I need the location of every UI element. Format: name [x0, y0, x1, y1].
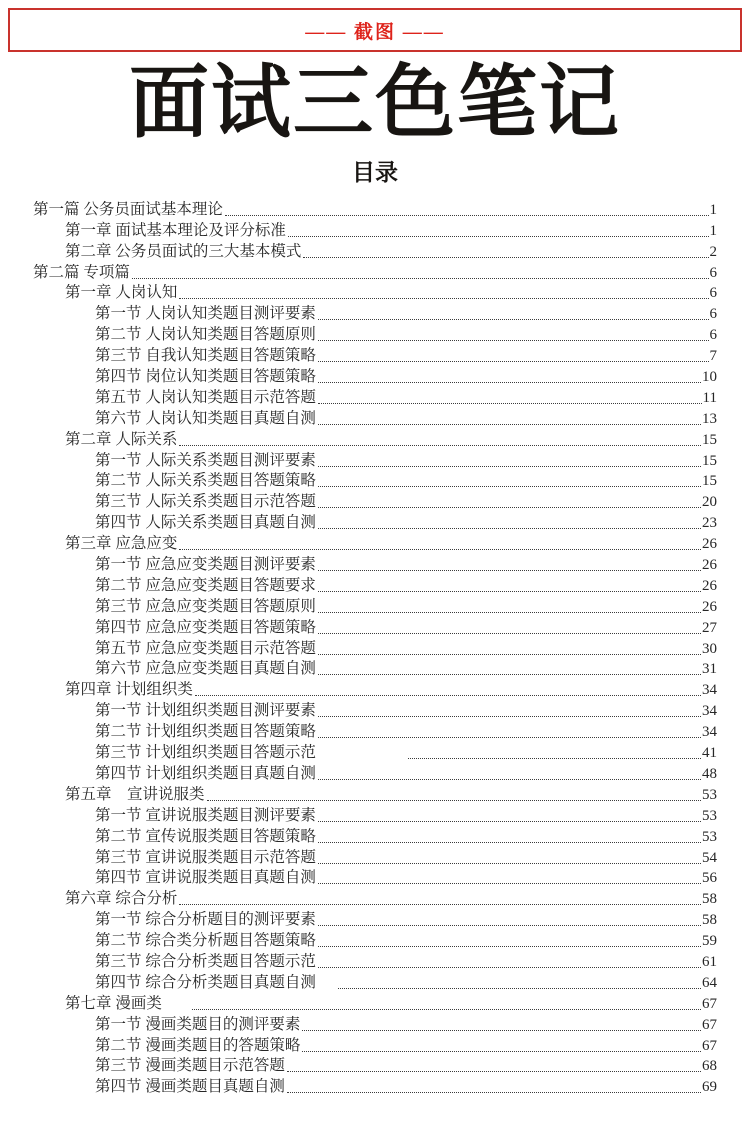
toc-leader-dots — [318, 779, 701, 780]
toc-page-number: 64 — [702, 974, 717, 991]
toc-page-number: 20 — [702, 494, 717, 511]
toc-entry-label: 第六章 综合分析 — [65, 890, 178, 908]
toc-entry-label: 第三章 应急应变 — [65, 535, 178, 553]
toc-leader-dots — [302, 1030, 701, 1031]
toc-entry-label: 第一篇 公务员面试基本理论 — [33, 200, 223, 218]
toc-leader-dots — [318, 716, 701, 717]
toc-leader-dots — [318, 946, 701, 947]
toc-leader-dots — [192, 1009, 701, 1010]
toc-entry-label: 第一节 漫画类题目的测评要素 — [95, 1015, 301, 1033]
toc-row — [33, 888, 717, 909]
toc-leader-dots — [303, 257, 708, 258]
toc-entry-label: 第四节 宣讲说服类题目真题自测 — [95, 869, 316, 887]
toc-leader-dots — [318, 591, 701, 592]
toc-row — [33, 471, 717, 492]
toc-entry-label: 第六节 应急应变类题目真题自测 — [95, 660, 316, 678]
toc-entry-label: 第二节 应急应变类题目答题要求 — [95, 576, 316, 594]
toc-entry-label: 第五节 应急应变类题目示范答题 — [95, 639, 316, 657]
toc-page-number: 13 — [702, 410, 717, 427]
toc-entry-label: 第二节 计划组织类题目答题策略 — [95, 723, 316, 741]
toc-page-number: 34 — [702, 703, 717, 720]
toc-row — [33, 742, 717, 763]
toc-row — [33, 554, 717, 575]
toc-leader-dots — [318, 486, 701, 487]
toc-row — [33, 930, 717, 951]
toc-leader-dots — [318, 403, 702, 404]
toc-row — [33, 387, 717, 408]
toc-page-number: 67 — [702, 1037, 717, 1054]
toc-page-number: 59 — [702, 933, 717, 950]
toc-page-number: 1 — [709, 222, 717, 239]
toc-row — [33, 596, 717, 617]
toc-row — [33, 1056, 717, 1077]
toc-page-number: 6 — [709, 264, 717, 281]
toc-leader-dots — [195, 695, 701, 696]
toc-row — [33, 700, 717, 721]
toc-leader-dots — [179, 549, 701, 550]
toc-page-number: 23 — [702, 515, 717, 532]
toc-leader-dots — [287, 1092, 701, 1093]
toc-page-number: 68 — [702, 1058, 717, 1075]
toc-row — [33, 533, 717, 554]
toc-page-number: 6 — [709, 285, 717, 302]
toc-page-number: 61 — [702, 953, 717, 970]
toc-leader-dots — [318, 654, 701, 655]
toc-entry-label: 第二章 公务员面试的三大基本模式 — [65, 242, 302, 260]
toc-entry-label: 第四节 计划组织类题目真题自测 — [95, 764, 316, 782]
toc-row — [33, 429, 717, 450]
toc-leader-dots — [287, 1071, 701, 1072]
toc-row — [33, 366, 717, 387]
toc-page-number: 15 — [702, 431, 717, 448]
toc-entry-label: 第一节 综合分析题目的测评要素 — [95, 911, 316, 929]
toc-leader-dots — [318, 737, 701, 738]
toc-leader-dots — [132, 278, 709, 279]
toc-leader-dots — [318, 633, 701, 634]
toc-row — [33, 1076, 717, 1097]
toc-leader-dots — [318, 863, 701, 864]
toc-page-number: 53 — [702, 786, 717, 803]
toc-leader-dots — [225, 215, 709, 216]
toc-page-number: 48 — [702, 765, 717, 782]
toc-entry-label: 第四节 应急应变类题目答题策略 — [95, 618, 316, 636]
toc-leader-dots — [318, 842, 701, 843]
toc-page-number: 41 — [702, 745, 717, 762]
toc-row — [33, 491, 717, 512]
toc-page-number: 26 — [702, 536, 717, 553]
toc-entry-label: 第五章 宣讲说服类 — [65, 785, 205, 803]
toc-entry-label: 第四节 人际关系类题目真题自测 — [95, 514, 316, 532]
toc-row — [33, 241, 717, 262]
toc-entry-label: 第二节 人际关系类题目答题策略 — [95, 472, 316, 490]
toc-page-number: 34 — [702, 724, 717, 741]
toc-row — [33, 262, 717, 283]
screenshot-banner-label: —— 截图 —— — [305, 21, 445, 43]
toc-entry-label: 第一节 人岗认知类题目测评要素 — [95, 305, 316, 323]
toc-page-number: 58 — [702, 891, 717, 908]
toc-page-number: 6 — [709, 327, 717, 344]
toc-row — [33, 721, 717, 742]
toc-page-number: 10 — [702, 369, 717, 386]
toc-leader-dots — [302, 1051, 701, 1052]
toc-leader-dots — [318, 507, 701, 508]
toc-leader-dots — [179, 298, 708, 299]
toc-row — [33, 324, 717, 345]
toc-page-number: 31 — [702, 661, 717, 678]
toc-page-number: 26 — [702, 577, 717, 594]
toc-entry-label: 第四节 岗位认知类题目答题策略 — [95, 368, 316, 386]
toc-row — [33, 220, 717, 241]
toc-row — [33, 679, 717, 700]
toc-leader-dots — [318, 674, 701, 675]
toc-row — [33, 512, 717, 533]
toc-page-number: 56 — [702, 870, 717, 887]
toc-entry-label: 第四章 计划组织类 — [65, 681, 193, 699]
toc-row — [33, 826, 717, 847]
toc-page-number: 53 — [702, 828, 717, 845]
toc-page-number: 2 — [709, 243, 717, 260]
table-of-contents — [0, 199, 750, 1097]
toc-page-number: 1 — [709, 201, 717, 218]
toc-page-number: 67 — [702, 1016, 717, 1033]
toc-leader-dots — [318, 967, 701, 968]
toc-row — [33, 763, 717, 784]
toc-row — [33, 951, 717, 972]
toc-row — [33, 617, 717, 638]
toc-leader-dots — [408, 758, 701, 759]
toc-leader-dots — [318, 424, 701, 425]
toc-row — [33, 805, 717, 826]
toc-row — [33, 408, 717, 429]
toc-entry-gap — [162, 1013, 190, 1014]
toc-page-number: 58 — [702, 912, 717, 929]
toc-row — [33, 1014, 717, 1035]
toc-row — [33, 868, 717, 889]
toc-page-number: 34 — [702, 682, 717, 699]
toc-page-number: 11 — [702, 389, 717, 406]
toc-row — [33, 345, 717, 366]
toc-row — [33, 303, 717, 324]
toc-page-number: 26 — [702, 557, 717, 574]
toc-leader-dots — [318, 319, 709, 320]
toc-leader-dots — [288, 236, 709, 237]
toc-page-number: 27 — [702, 619, 717, 636]
toc-entry-label: 第一节 计划组织类题目测评要素 — [95, 702, 316, 720]
toc-page-number: 7 — [709, 348, 717, 365]
toc-leader-dots — [318, 925, 701, 926]
toc-page-number: 15 — [702, 452, 717, 469]
toc-entry-label: 第四节 漫画类题目真题自测 — [95, 1078, 285, 1096]
toc-row — [33, 283, 717, 304]
toc-entry-label: 第三节 宣讲说服类题目示范答题 — [95, 848, 316, 866]
toc-entry-label: 第三节 自我认知类题目答题策略 — [95, 347, 316, 365]
toc-row — [33, 909, 717, 930]
toc-entry-label: 第三节 漫画类题目示范答题 — [95, 1057, 285, 1075]
toc-entry-gap — [316, 992, 336, 993]
toc-leader-dots — [338, 988, 701, 989]
toc-entry-label: 第一节 应急应变类题目测评要素 — [95, 556, 316, 574]
toc-entry-label: 第三节 人际关系类题目示范答题 — [95, 493, 316, 511]
toc-leader-dots — [318, 570, 701, 571]
toc-row — [33, 199, 717, 220]
toc-leader-dots — [318, 340, 709, 341]
toc-page-number: 67 — [702, 995, 717, 1012]
toc-entry-label: 第一章 人岗认知 — [65, 284, 178, 302]
toc-entry-label: 第三节 应急应变类题目答题原则 — [95, 597, 316, 615]
toc-row — [33, 847, 717, 868]
toc-entry-label: 第五节 人岗认知类题目示范答题 — [95, 388, 316, 406]
toc-entry-label: 第七章 漫画类 — [65, 994, 162, 1012]
toc-entry-gap — [316, 762, 406, 763]
toc-leader-dots — [318, 361, 709, 362]
toc-row — [33, 638, 717, 659]
toc-entry-label: 第二篇 专项篇 — [33, 263, 130, 281]
toc-entry-label: 第二节 人岗认知类题目答题原则 — [95, 326, 316, 344]
toc-page-number: 6 — [709, 306, 717, 323]
toc-entry-label: 第四节 综合分析类题目真题自测 — [95, 973, 316, 991]
toc-page-number: 30 — [702, 640, 717, 657]
toc-leader-dots — [318, 821, 701, 822]
document-title: 面试三色笔记 — [129, 60, 621, 148]
toc-row — [33, 659, 717, 680]
toc-row — [33, 450, 717, 471]
toc-entry-label: 第一节 人际关系类题目测评要素 — [95, 451, 316, 469]
toc-row — [33, 972, 717, 993]
toc-leader-dots — [318, 466, 701, 467]
toc-entry-label: 第二节 综合类分析题目答题策略 — [95, 932, 316, 950]
toc-entry-label: 第二章 人际关系 — [65, 430, 178, 448]
toc-page-number: 54 — [702, 849, 717, 866]
toc-entry-label: 第一章 面试基本理论及评分标准 — [65, 221, 286, 239]
toc-leader-dots — [318, 883, 701, 884]
toc-entry-label: 第三节 计划组织类题目答题示范 — [95, 744, 316, 762]
toc-entry-label: 第一节 宣讲说服类题目测评要素 — [95, 806, 316, 824]
toc-page-number: 69 — [702, 1079, 717, 1096]
toc-page-number: 26 — [702, 598, 717, 615]
toc-row — [33, 575, 717, 596]
toc-leader-dots — [179, 904, 701, 905]
screenshot-banner — [8, 8, 742, 52]
toc-row — [33, 993, 717, 1014]
toc-leader-dots — [207, 800, 701, 801]
toc-leader-dots — [318, 612, 701, 613]
toc-page-number: 15 — [702, 473, 717, 490]
toc-row — [33, 1035, 717, 1056]
toc-entry-label: 第二节 宣传说服类题目答题策略 — [95, 827, 316, 845]
toc-row — [33, 784, 717, 805]
toc-leader-dots — [318, 382, 701, 383]
toc-leader-dots — [179, 445, 701, 446]
toc-entry-label: 第三节 综合分析类题目答题示范 — [95, 952, 316, 970]
toc-entry-label: 第二节 漫画类题目的答题策略 — [95, 1036, 301, 1054]
toc-leader-dots — [318, 528, 701, 529]
toc-page-number: 53 — [702, 807, 717, 824]
toc-entry-label: 第六节 人岗认知类题目真题自测 — [95, 409, 316, 427]
toc-heading: 目录 — [352, 160, 398, 185]
